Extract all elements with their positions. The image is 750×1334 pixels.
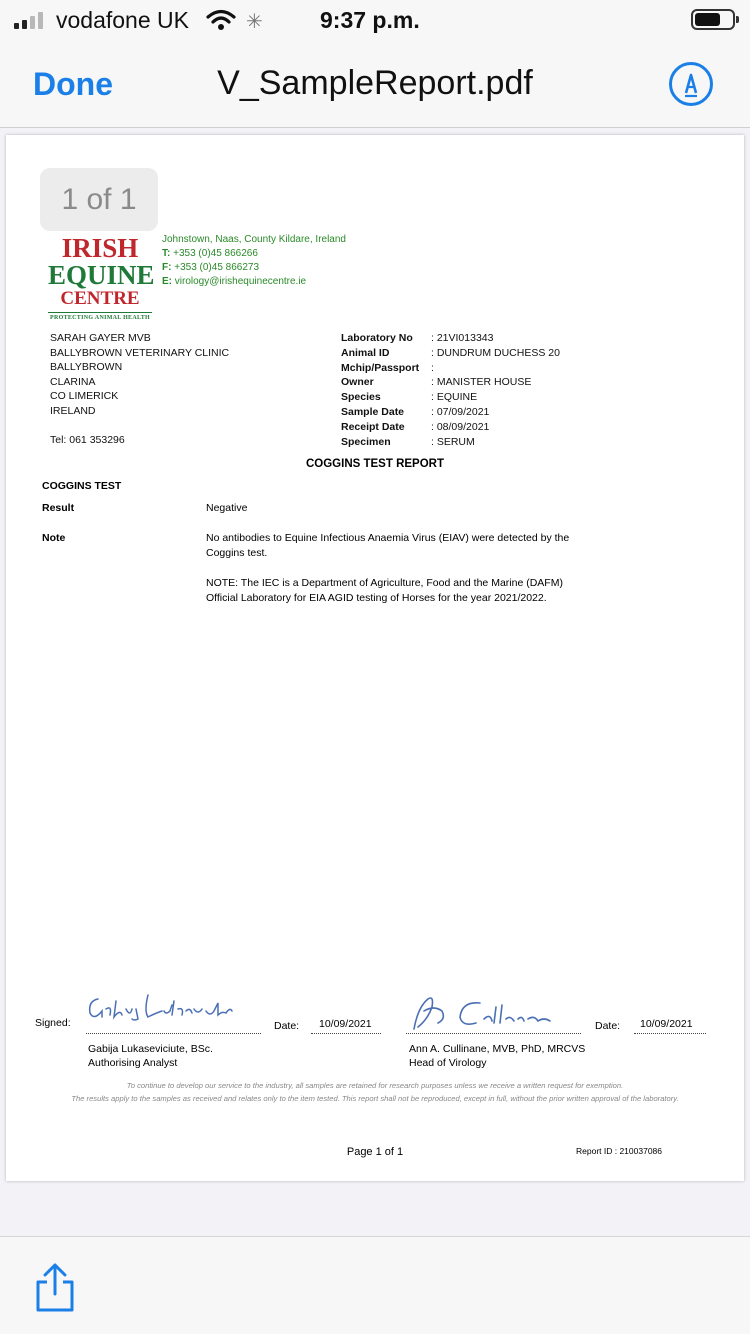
head-name: Ann A. Cullinane, MVB, PhD, MRCVS Head of Virology (409, 1043, 586, 1069)
signature-head (406, 993, 581, 1033)
section-title: COGGINS TEST (42, 480, 122, 492)
page-number: Page 1 of 1 (346, 1146, 404, 1158)
loading-spinner-icon: ✳ (246, 11, 263, 33)
battery-icon (691, 9, 735, 30)
page-indicator: 1 of 1 (40, 168, 158, 231)
document-title: V_SampleReport.pdf (217, 64, 533, 102)
disclaimer: To continue to develop our service to the industry, all samples are retained for research purposes unless we receive a written request for exemption. The results apply to the samples as received and relates only to the item tested. This report shall not be reproduced, except in full, without the prior written approval of the laboratory. (71, 1081, 679, 1103)
date-line-1 (311, 1033, 381, 1034)
markup-pen-icon[interactable] (669, 62, 713, 106)
wifi-icon (206, 9, 236, 31)
report-id: Report ID : 210037086 (576, 1146, 663, 1156)
report-title: COGGINS TEST REPORT (305, 458, 444, 470)
result-value: Negative (206, 502, 248, 514)
lab-contact-block: Johnstown, Naas, County Kildare, Ireland T: +353 (0)45 866266 F: +353 (0)45 866273 E: virology@irishequinecentre.ie (162, 234, 346, 287)
date-line-2 (634, 1033, 706, 1034)
signature-analyst (86, 991, 246, 1025)
bottom-toolbar (0, 1236, 750, 1334)
done-button[interactable]: Done (33, 66, 113, 102)
analyst-name: Gabija Lukaseviciute, BSc. Authorising Analyst (88, 1043, 213, 1069)
signed-label: Signed: (35, 1017, 71, 1029)
signature-line-1 (86, 1033, 261, 1034)
carrier-name: vodafone UK (56, 7, 189, 33)
date-label-2: Date: (595, 1020, 621, 1032)
pdf-page[interactable] (6, 135, 744, 1181)
status-bar (0, 0, 750, 40)
date-value-2: 10/09/2021 (640, 1018, 693, 1030)
clock: 9:37 p.m. (320, 7, 420, 33)
result-label: Result (42, 502, 75, 514)
date-value-1: 10/09/2021 (319, 1018, 372, 1030)
recipient-address: SARAH GAYER MVB BALLYBROWN VETERINARY CLINIC BALLYBROWN CLARINA CO LIMERICK IRELAND (50, 332, 230, 417)
date-label-1: Date: (274, 1020, 300, 1032)
navigation-bar (0, 40, 750, 128)
note-label: Note (42, 532, 66, 544)
share-icon[interactable] (33, 1262, 77, 1314)
recipient-tel: Tel: 061 353296 (50, 434, 125, 446)
note-dafm-text: NOTE: The IEC is a Department of Agriculture, Food and the Marine (DAFM) Official Laboratory for EIA AGID testing of Horses for the year 2021/2022. (206, 577, 563, 604)
irish-equine-centre-logo: IRISH EQUINE CENTRE PROTECTING ANIMAL HEALTH (48, 233, 155, 321)
note-text: No antibodies to Equine Infectious Anaemia Virus (EIAV) were detected by the Coggins test. (206, 532, 570, 559)
signature-line-2 (406, 1033, 581, 1034)
signal-bars-icon (14, 12, 43, 29)
sample-details: Laboratory No : 21VI013343 Animal ID : DUNDRUM DUCHESS 20 Mchip/Passport : Owner : MANISTER HOUSE Species : EQUINE Sample Date : 07/09/2021 Receipt Date : 08/09/2021 Specimen : SERUM (341, 332, 560, 448)
